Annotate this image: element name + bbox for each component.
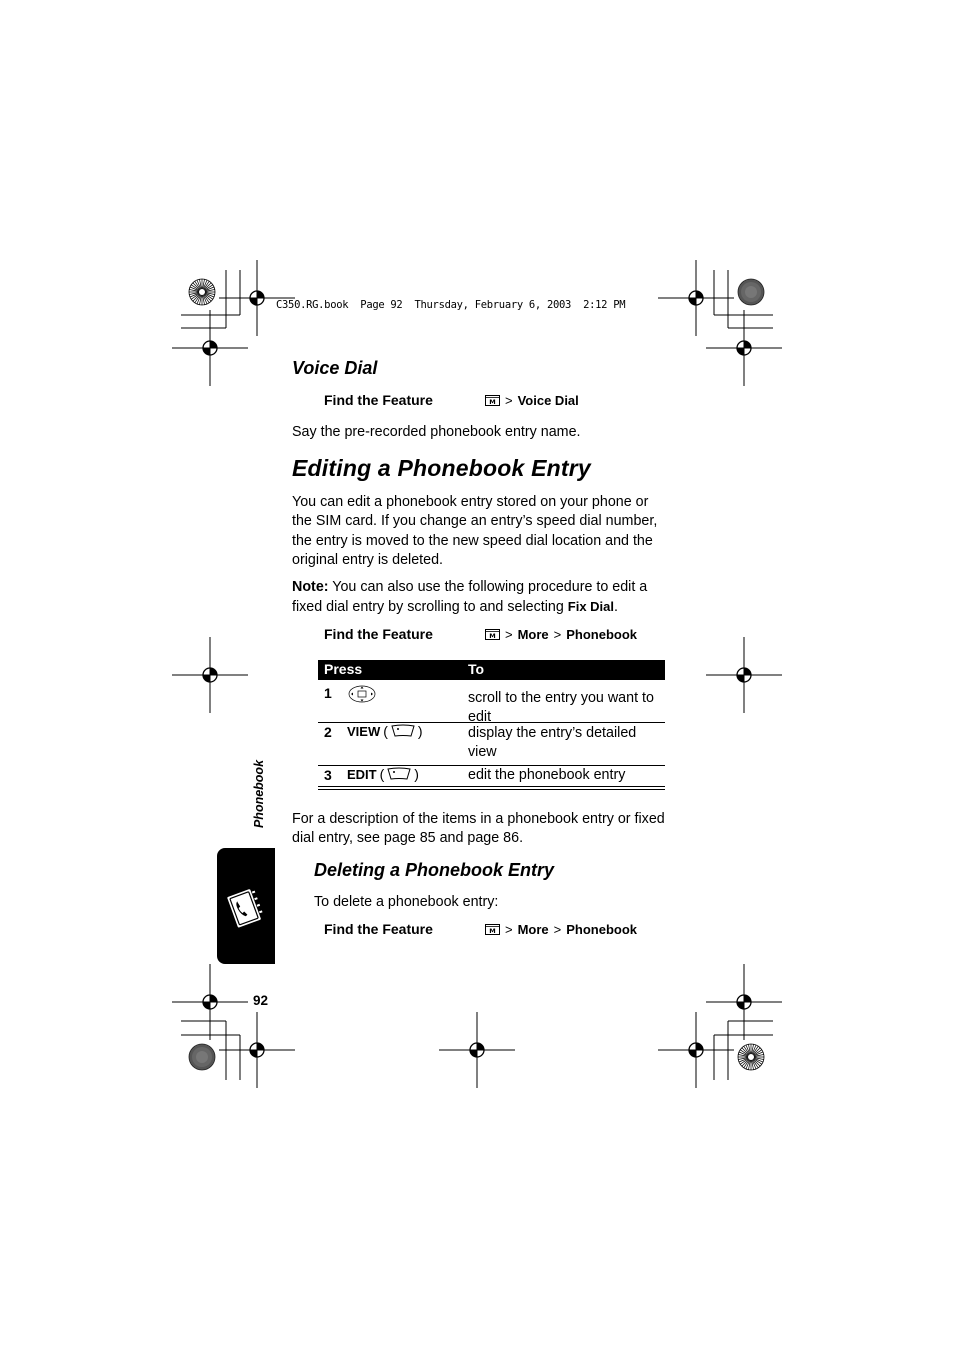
registration-mark-icon [658,260,734,336]
page-number: 92 [253,993,269,1008]
path-separator: > [553,627,562,642]
registration-mark-icon [172,637,248,713]
registration-mark-icon [439,1012,515,1088]
step-number: 2 [324,724,332,740]
note-text: You can also use the following procedure to edit a [328,579,648,595]
paren-close: ) [414,766,419,782]
deleting-intro: To delete a phonebook entry: [314,894,499,910]
fix-dial-menu-item: Fix Dial [567,599,615,615]
voice-dial-find-label: Find the Feature [324,392,433,408]
table-row [318,723,665,765]
editing-reference-paragraph [292,810,665,849]
note-text: fixed dial entry by scrolling to and selecting [292,599,568,616]
voice-dial-instruction: Say the pre-recorded phonebook entry name. [292,424,581,440]
editing-intro-paragraph [292,493,657,571]
paragraph-line: the SIM card. If you change an entry’s speed dial number, [292,513,658,530]
menu-key-icon [485,924,500,935]
deleting-heading: Deleting a Phonebook Entry [314,860,555,880]
menu-item-voice-dial: Voice Dial [517,393,579,408]
step-number: 3 [324,767,332,783]
path-separator: > [505,627,513,642]
view-softkey-label: VIEW [347,723,381,739]
menu-item-more: More [517,922,549,937]
step-description [468,766,664,785]
step-press [347,766,419,782]
paragraph-line: the entry is moved to the new speed dial location and the [292,532,653,549]
steps-table-header [318,660,665,680]
step-description-line: scroll to the entry you want to [468,690,654,706]
color-bar-icon [738,1044,764,1070]
voice-dial-heading: Voice Dial [292,358,378,378]
svg-text:M: M [489,927,496,935]
step-description-line: view [468,744,497,760]
registration-mark-icon [706,964,782,1040]
svg-text:M: M [489,398,496,406]
paren-close: ) [417,723,423,739]
step-number: 1 [324,685,332,701]
step-press [347,723,423,739]
section-side-label: Phonebook [252,759,266,829]
editing-find-label: Find the Feature [324,626,433,642]
paren-open: ( [383,723,388,739]
path-separator: > [505,393,513,408]
color-bar-icon [738,279,764,305]
section-tab [217,848,275,964]
soft-key-icon [391,724,415,738]
table-bottom-rule [318,789,665,790]
paren-open: ( [379,766,385,782]
deleting-find-label: Find the Feature [324,921,433,937]
paragraph-line: dial entry, see page 85 and page 86. [292,830,524,847]
paragraph-line: You can edit a phonebook entry stored on your phone or [292,494,649,510]
path-separator: > [505,922,513,937]
note-period: . [614,599,618,616]
print-header: C350.RG.book Page 92 Thursday, February 6, 2003 2:12 PM [276,299,626,311]
step-description-line: display the entry’s detailed [468,725,637,741]
column-header-press: Press [324,661,363,677]
table-row [318,681,665,725]
table-row [318,766,665,786]
voice-dial-menu-path [485,393,579,408]
editing-heading: Editing a Phonebook Entry [292,455,591,481]
menu-key-icon [485,629,500,640]
soft-key-icon [387,767,411,781]
paragraph-line: original entry is deleted. [292,552,443,569]
step-description-line: edit [468,709,492,725]
registration-mark-icon [706,310,782,386]
svg-text:M: M [489,632,496,640]
menu-item-more: More [517,627,549,642]
nav-key-icon [347,684,377,704]
phonebook-tab-icon [217,848,275,964]
column-header-to: To [468,661,485,677]
registration-mark-icon [172,964,248,1040]
step-press [347,684,377,704]
color-bar-icon [189,279,215,305]
registration-mark-icon [658,1012,734,1088]
color-bar-icon [189,1044,215,1070]
registration-mark-icon [219,1012,295,1088]
deleting-menu-path [485,922,637,937]
edit-softkey-label: EDIT [347,766,377,782]
table-bottom-rule [318,786,665,787]
registration-mark-icon [219,260,295,336]
menu-item-phonebook: Phonebook [566,627,638,642]
editing-note [292,578,647,618]
path-separator: > [553,922,562,937]
paragraph-line: For a description of the items in a phonebook entry or fixed [292,811,665,827]
menu-item-phonebook: Phonebook [566,922,638,937]
step-description-line: edit the phonebook entry [468,767,626,783]
registration-mark-icon [172,310,248,386]
step-description [468,724,664,762]
registration-mark-icon [706,637,782,713]
editing-menu-path [485,627,637,642]
menu-key-icon [485,395,500,406]
note-label: Note: [292,579,329,595]
